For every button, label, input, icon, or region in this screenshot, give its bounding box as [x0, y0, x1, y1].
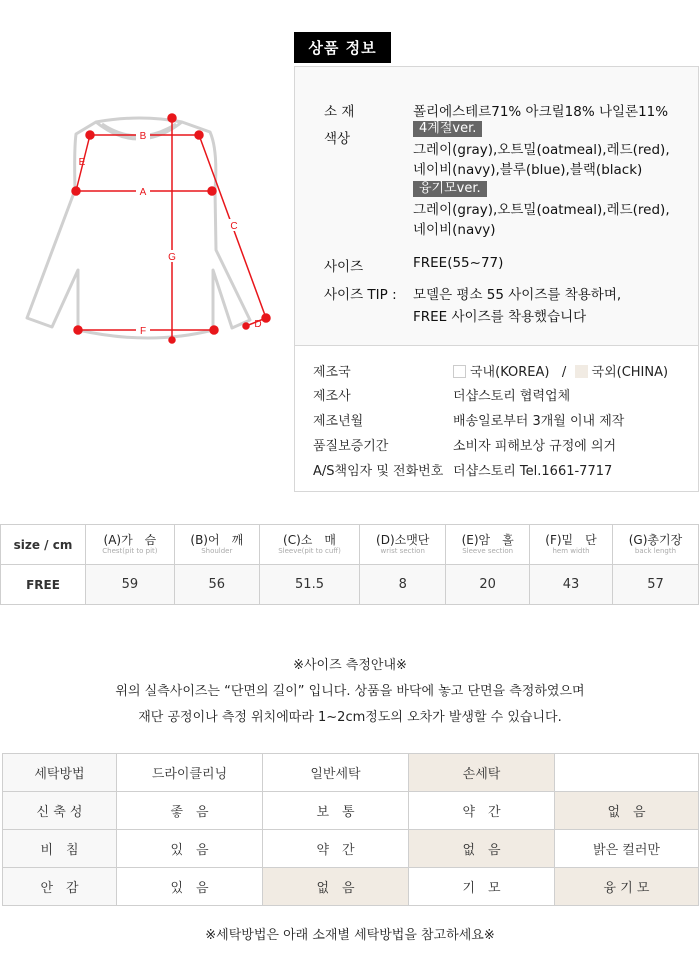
size-table — [0, 524, 699, 605]
size-tip-line2: FREE 사이즈를 착용했습니다 — [413, 309, 587, 325]
label-a: A — [139, 187, 147, 198]
value-length: 57 — [612, 565, 698, 605]
care-cell: 기 모 — [409, 868, 555, 906]
care-row-label: 안 감 — [3, 868, 117, 906]
care-cell: 좋 음 — [117, 792, 263, 830]
value-sleeve: 51.5 — [259, 565, 360, 605]
country-foreign: 국외(CHINA) — [591, 365, 669, 380]
header-shoulder: (B)어 깨 Shoulder — [174, 525, 259, 565]
country-label: 제조국 — [313, 365, 351, 380]
colors-4season-line2: 네이비(navy),블루(blue),블랙(black) — [413, 162, 643, 178]
country-value — [453, 361, 668, 380]
value-armhole: 20 — [446, 565, 530, 605]
colors-fleece-line2: 네이비(navy) — [413, 222, 496, 238]
size-row-label: FREE — [1, 565, 86, 605]
country-domestic: 국내(KOREA) — [470, 365, 550, 380]
header-sleeve: (C)소 매 Sleeve(pit to cuff) — [259, 525, 360, 565]
color-label: 색상 — [324, 131, 351, 147]
date-label: 제조년월 — [313, 414, 364, 429]
care-row-label: 비 침 — [3, 830, 117, 868]
checkbox-domestic — [453, 365, 466, 378]
header-chest: (A)가 슴 Chest(pit to pit) — [86, 525, 175, 565]
garment-measurement-diagram — [20, 110, 280, 350]
material-label: 소 재 — [324, 104, 355, 120]
header-armhole: (E)암 홀 Sleeve section — [446, 525, 530, 565]
size-tip-label: 사이즈 TIP : — [324, 287, 397, 303]
warranty-label: 품질보증기간 — [313, 439, 389, 454]
country-separator: / — [561, 365, 567, 380]
table-row — [3, 868, 699, 906]
care-footer-note: ※세탁방법은 아래 소재별 세탁방법을 참고하세요※ — [205, 928, 495, 943]
size-table-header — [1, 525, 699, 565]
header-length: (G)총기장 back length — [612, 525, 698, 565]
material-value: 폴리에스테르71% 아크릴18% 나일론11% — [413, 104, 669, 120]
value-wrist: 8 — [360, 565, 446, 605]
care-cell: 있 음 — [117, 868, 263, 906]
header-hem: (F)밑 단 hem width — [530, 525, 613, 565]
value-shoulder: 56 — [174, 565, 259, 605]
care-row-label: 신 축 성 — [3, 792, 117, 830]
table-row — [1, 565, 699, 605]
label-c: C — [230, 221, 238, 232]
measure-notice-title: ※사이즈 측정안내※ — [293, 658, 407, 673]
care-cell: 약 간 — [263, 830, 409, 868]
header-wrist: (D)소맷단 wrist section — [360, 525, 446, 565]
care-table — [2, 753, 699, 906]
care-cell-selected: 없 음 — [555, 792, 699, 830]
table-row — [3, 830, 699, 868]
care-cell: 일반세탁 — [263, 754, 409, 792]
measure-notice-line1: 위의 실측사이즈는 “단면의 길이” 입니다. 상품을 바닥에 놓고 단면을 측정하였으며 — [115, 684, 585, 699]
care-cell: 밝은 컬러만 — [555, 830, 699, 868]
label-f: F — [139, 326, 147, 337]
care-cell-selected: 융 기 모 — [555, 868, 699, 906]
date-value: 배송일로부터 3개월 이내 제작 — [453, 414, 625, 429]
as-label: A/S책임자 및 전화번호 — [313, 464, 444, 479]
version-tag-fleece: 융기모ver. — [413, 181, 487, 197]
care-cell: 보 통 — [263, 792, 409, 830]
care-cell-selected: 손세탁 — [409, 754, 555, 792]
maker-label: 제조사 — [313, 389, 351, 404]
label-e: E — [78, 157, 86, 168]
measure-notice-line2: 재단 공정이나 측정 위치에따라 1~2cm정도의 오차가 발생할 수 있습니다. — [138, 710, 562, 725]
colors-4season-line1: 그레이(gray),오트밀(oatmeal),레드(red), — [413, 142, 670, 158]
table-row — [3, 792, 699, 830]
care-row-label: 세탁방법 — [3, 754, 117, 792]
care-cell: 약 간 — [409, 792, 555, 830]
checkbox-foreign-checked — [575, 365, 588, 378]
care-cell: 있 음 — [117, 830, 263, 868]
care-cell: 드라이클리닝 — [117, 754, 263, 792]
table-row — [3, 754, 699, 792]
maker-value: 더샵스토리 협력업체 — [453, 389, 571, 404]
care-cell — [555, 754, 699, 792]
product-info-top — [295, 67, 698, 346]
as-value: 더샵스토리 Tel.1661-7717 — [453, 464, 613, 479]
product-info-box — [294, 66, 699, 492]
label-b: B — [139, 131, 147, 142]
colors-fleece-line1: 그레이(gray),오트밀(oatmeal),레드(red), — [413, 202, 670, 218]
size-label: 사이즈 — [324, 259, 364, 275]
label-d: D — [254, 319, 262, 330]
value-hem: 43 — [530, 565, 613, 605]
product-info-title: 상품 정보 — [294, 32, 391, 63]
care-cell-selected: 없 음 — [263, 868, 409, 906]
care-cell-selected: 없 음 — [409, 830, 555, 868]
warranty-value: 소비자 피해보상 규정에 의거 — [453, 439, 617, 454]
size-tip-line1: 모델은 평소 55 사이즈를 착용하며, — [413, 287, 622, 303]
value-chest: 59 — [86, 565, 175, 605]
label-g: G — [168, 252, 176, 263]
version-tag-4season: 4계절ver. — [413, 121, 482, 137]
size-unit-header: size / cm — [1, 525, 86, 565]
size-value: FREE(55~77) — [413, 255, 504, 271]
